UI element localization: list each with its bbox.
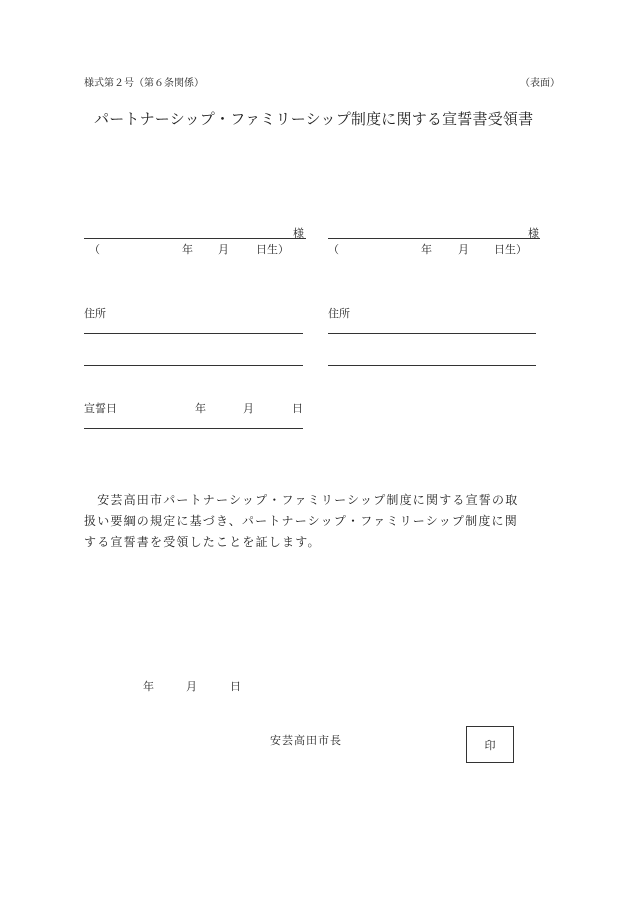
certification-text — [84, 490, 554, 553]
oath-date-year: 年 — [195, 402, 206, 415]
seal-box — [466, 726, 514, 763]
birth-month-1: 月 — [218, 243, 229, 256]
oath-date-label: 宣誓日 — [84, 402, 117, 415]
birth-year-2: 年 — [421, 243, 432, 256]
issuer-name: 安芸高田市長 — [270, 734, 342, 747]
address-line-1b — [84, 365, 303, 366]
form-number: 様式第２号（第６条関係） — [84, 78, 204, 89]
honorific-1: 様 — [293, 227, 304, 240]
issue-date-day: 日 — [230, 680, 241, 693]
birth-day-1: 日生） — [256, 243, 289, 256]
birth-year-1: 年 — [182, 243, 193, 256]
address-line-2a — [328, 333, 536, 334]
honorific-2: 様 — [528, 227, 539, 240]
oath-date-month: 月 — [243, 402, 254, 415]
address-line-2b — [328, 365, 536, 366]
birth-open-1: （ — [89, 243, 100, 256]
oath-date-day: 日 — [292, 402, 303, 415]
birth-month-2: 月 — [458, 243, 469, 256]
birth-day-2: 日生） — [494, 243, 527, 256]
address-line-1a — [84, 333, 303, 334]
document-title: パートナーシップ・ファミリーシップ制度に関する宣誓書受領書 — [94, 110, 534, 128]
address-label-2: 住所 — [328, 307, 350, 320]
body-line-3: する宣誓書を受領したことを証します。 — [84, 535, 321, 549]
issue-date-month: 月 — [186, 680, 197, 693]
body-line-1: 安芸高田市パートナーシップ・ファミリーシップ制度に関する宣誓の取 — [84, 493, 519, 507]
birth-open-2: （ — [328, 243, 339, 256]
name-line-2 — [328, 238, 540, 239]
issue-date-year: 年 — [143, 680, 154, 693]
oath-date-line — [84, 428, 303, 429]
side-label: （表面） — [520, 78, 560, 89]
seal-label: 印 — [484, 738, 496, 752]
body-line-2: 扱い要綱の規定に基づき、パートナーシップ・ファミリーシップ制度に関 — [84, 514, 518, 528]
name-line-1 — [84, 238, 306, 239]
address-label-1: 住所 — [84, 307, 106, 320]
